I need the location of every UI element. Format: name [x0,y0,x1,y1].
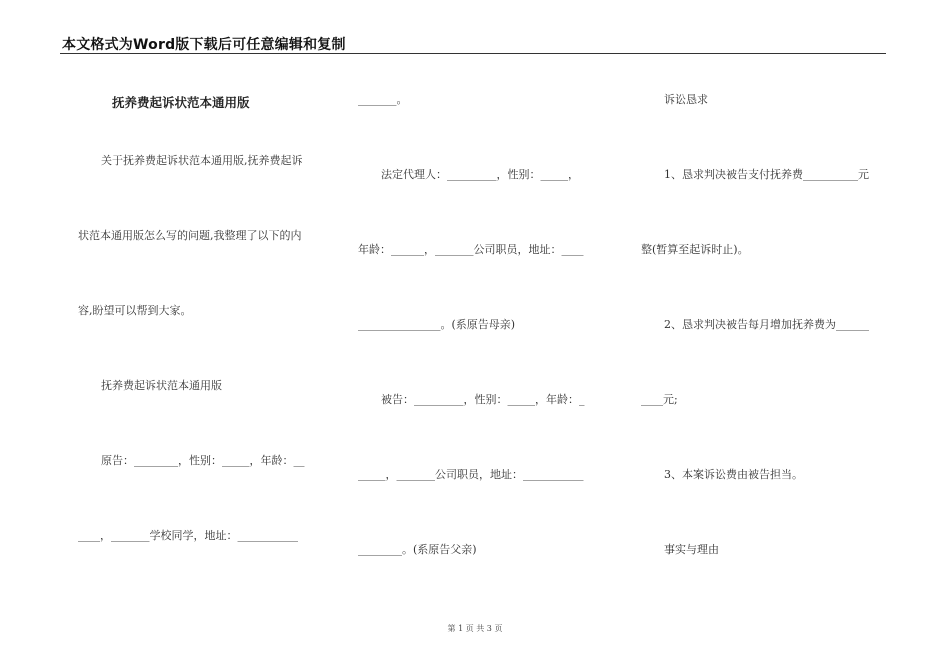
col2-line-2: 法定代理人：_________，性别：_____， [381,168,579,181]
col1-line-5: 原告：________，性别：_____，年龄：__ [101,454,305,467]
col1-line-3: 容,盼望可以帮到大家。 [78,304,192,317]
col2-line-1: _______。 [358,93,408,106]
col2-line-6: _____，_______公司职员，地址：___________ [358,468,584,481]
col2-line-5: 被告：_________，性别：_____，年龄：_ [381,393,585,406]
col1-line-1: 关于抚养费起诉状范本通用版,抚养费起诉 [101,154,303,167]
col3-line-2: 1、恳求判决被告支付抚养费__________元 [664,168,869,181]
col3-line-4: 2、恳求判决被告每月增加抚养费为______ [664,318,869,331]
col1-section-heading: 抚养费起诉状范本通用版 [101,379,222,392]
col3-heading-facts: 事实与理由 [664,543,719,556]
document-header: 本文格式为Word版下载后可任意编辑和复制 [62,37,346,53]
col2-line-4: _______________。(系原告母亲) [358,318,516,331]
col1-line-6: ____，_______学校同学，地址：___________ [78,529,298,542]
col1-line-2: 状范本通用版怎么写的问题,我整理了以下的内 [78,229,302,242]
col3-line-6: 3、本案诉讼费由被告担当。 [664,468,803,481]
col2-line-3: 年龄：______，_______公司职员，地址：____ [358,243,584,256]
col3-line-5: ____元; [641,393,678,406]
page-number: 第 1 页 共 3 页 [447,624,503,633]
col2-line-7: ________。(系原告父亲) [358,543,477,556]
document-title: 抚养费起诉状范本通用版 [112,95,250,110]
header-divider [60,53,886,54]
col3-line-3: 整(暂算至起诉时止)。 [641,243,749,256]
col3-heading-claims: 诉讼恳求 [664,93,708,106]
